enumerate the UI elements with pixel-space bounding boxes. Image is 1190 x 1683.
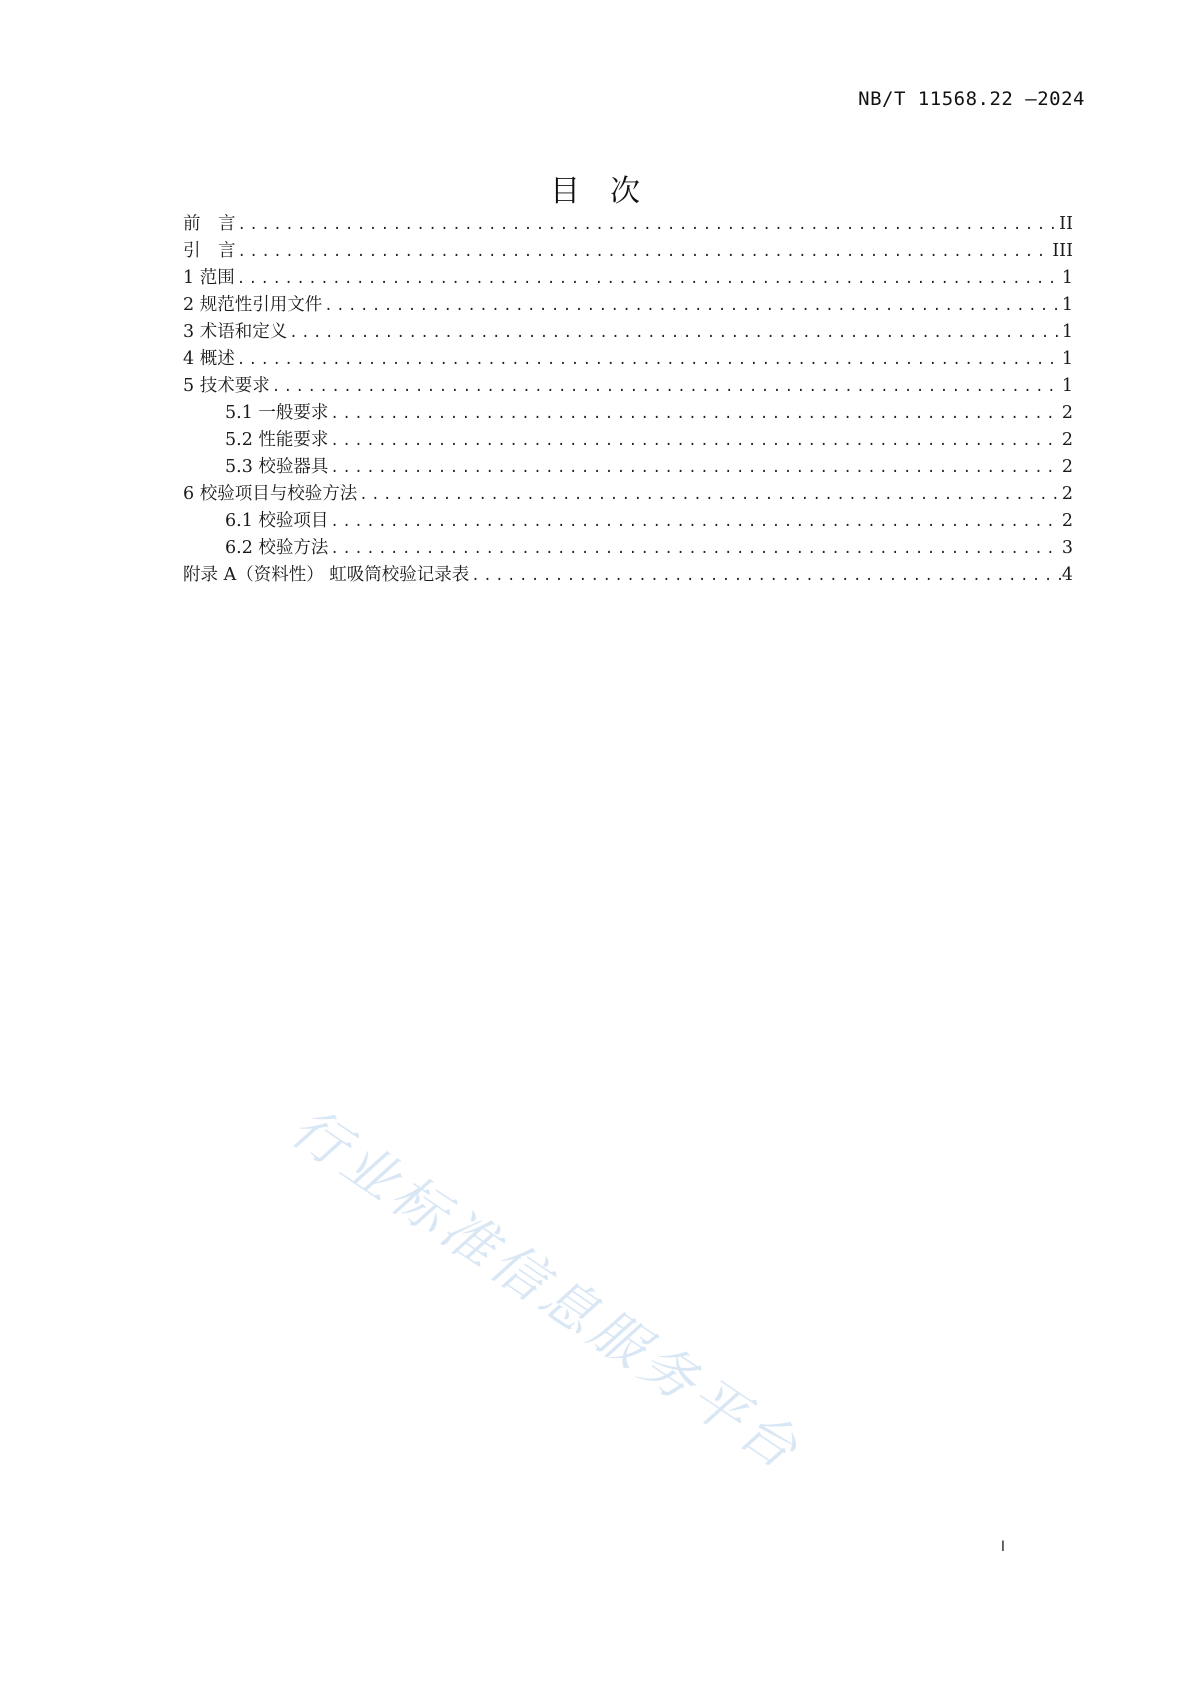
toc-entry[interactable] bbox=[183, 265, 1073, 292]
toc-entry-page: 2 bbox=[1061, 403, 1073, 423]
toc-entry-label: 5.3 校验器具 bbox=[225, 457, 329, 477]
toc-entry-label: 5 技术要求 bbox=[183, 376, 270, 396]
toc-leader-dots bbox=[357, 482, 1061, 508]
toc-leader-dots bbox=[235, 347, 1061, 373]
toc-entry-page: III bbox=[1052, 241, 1073, 261]
table-of-contents bbox=[183, 211, 1073, 589]
toc-entry-label: 引 言 bbox=[183, 241, 236, 261]
toc-subentry[interactable] bbox=[183, 427, 1073, 454]
toc-entry-label: 4 概述 bbox=[183, 349, 235, 369]
toc-entry-label: 1 范围 bbox=[183, 268, 235, 288]
toc-entry-label: 前 言 bbox=[183, 214, 236, 234]
toc-entry-page: 2 bbox=[1061, 511, 1073, 531]
toc-leader-dots bbox=[328, 509, 1061, 535]
toc-leader-dots bbox=[236, 239, 1053, 265]
toc-entry-page: 4 bbox=[1061, 565, 1073, 585]
toc-leader-dots bbox=[287, 320, 1061, 346]
toc-entry-page: 2 bbox=[1061, 430, 1073, 450]
toc-entry[interactable] bbox=[183, 292, 1073, 319]
toc-leader-dots bbox=[328, 401, 1061, 427]
toc-entry-label: 2 规范性引用文件 bbox=[183, 295, 323, 315]
toc-subentry[interactable] bbox=[183, 508, 1073, 535]
toc-entry-label: 附录 A（资料性） 虹吸筒校验记录表 bbox=[183, 565, 470, 585]
toc-leader-dots bbox=[328, 455, 1061, 481]
toc-entry-page: II bbox=[1059, 214, 1073, 234]
page-number: I bbox=[1000, 1539, 1005, 1555]
toc-leader-dots bbox=[469, 563, 1061, 589]
toc-entry-label: 6 校验项目与校验方法 bbox=[183, 484, 358, 504]
toc-entry[interactable] bbox=[183, 319, 1073, 346]
toc-subentry[interactable] bbox=[183, 535, 1073, 562]
toc-leader-dots bbox=[235, 266, 1061, 292]
toc-leader-dots bbox=[328, 536, 1061, 562]
toc-entry-label: 5.1 一般要求 bbox=[225, 403, 329, 423]
toc-entry-page: 1 bbox=[1061, 322, 1073, 342]
toc-entry-label: 6.2 校验方法 bbox=[225, 538, 329, 558]
toc-entry[interactable] bbox=[183, 373, 1073, 400]
toc-entry-page: 1 bbox=[1061, 295, 1073, 315]
toc-entry-page: 1 bbox=[1061, 268, 1073, 288]
toc-entry[interactable] bbox=[183, 481, 1073, 508]
watermark: 行业标准信息服务平台 bbox=[280, 1095, 813, 1484]
toc-entry[interactable] bbox=[183, 211, 1073, 238]
toc-leader-dots bbox=[328, 428, 1061, 454]
toc-subentry[interactable] bbox=[183, 454, 1073, 481]
toc-subentry[interactable] bbox=[183, 400, 1073, 427]
toc-entry-label: 6.1 校验项目 bbox=[225, 511, 329, 531]
toc-entry[interactable] bbox=[183, 562, 1073, 589]
toc-entry-label: 3 术语和定义 bbox=[183, 322, 288, 342]
toc-entry[interactable] bbox=[183, 346, 1073, 373]
toc-leader-dots bbox=[270, 374, 1061, 400]
toc-entry-page: 1 bbox=[1061, 349, 1073, 369]
toc-leader-dots bbox=[322, 293, 1061, 319]
toc-entry-page: 3 bbox=[1061, 538, 1073, 558]
toc-entry-page: 2 bbox=[1061, 457, 1073, 477]
toc-entry-label: 5.2 性能要求 bbox=[225, 430, 329, 450]
toc-leader-dots bbox=[236, 212, 1060, 238]
standard-code: NB/T 11568.22 —2024 bbox=[858, 88, 1085, 110]
toc-entry-page: 1 bbox=[1061, 376, 1073, 396]
toc-entry[interactable] bbox=[183, 238, 1073, 265]
toc-entry-page: 2 bbox=[1061, 484, 1073, 504]
page-title: 目 次 bbox=[550, 174, 640, 209]
